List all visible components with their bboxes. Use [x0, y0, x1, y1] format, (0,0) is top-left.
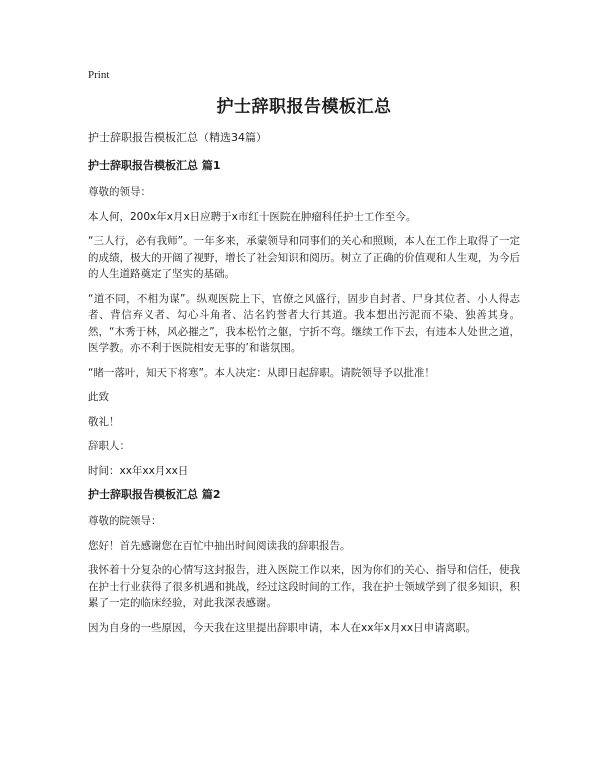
date-line: 时间：xx年xx月xx日: [88, 464, 189, 477]
signature-line: 辞职人：: [88, 440, 130, 452]
section-1: [88, 158, 520, 479]
paragraph: “道不同，不相为谋”。纵观医院上下，官僚之风盛行，固步自封者、尸身其位者、小人得志者、背信弃义者、勾心斗角者、沽名钓誉者大行其道。我本想出污泥而不染、独善其身。然，“木秀于林，风必摧之”，我本松竹之躯，宁折不弯。继续工作下去，有违本人处世之道，医学教。亦不利于医院相安无事的’和谐氛围。: [88, 292, 520, 354]
page-title: 护士辞职报告模板汇总: [216, 97, 392, 117]
print-label[interactable]: Print: [88, 69, 110, 81]
paragraph: “三人行，必有我师”。一年多来，承蒙领导和同事们的关心和照顾，本人在工作上取得了一定的成绩，极大的开阔了视野，增长了社会知识和阅历。树立了正确的价值观和人生观，为今后的人生道路奠定了坚实的基础。: [88, 235, 520, 280]
paragraph: 本人何，200x年x月x日应聘于x市红十医院在肿瘤科任护士工作至今。: [88, 210, 417, 223]
section-2: [88, 487, 520, 636]
section-heading: 护士辞职报告模板汇总 篇1: [88, 159, 221, 172]
paragraph: 因为自身的一些原因，今天我在这里提出辞职申请，本人在xx年x月xx日申请离职。: [88, 621, 477, 634]
document-page: [88, 68, 520, 644]
paragraph: “睹一落叶，知天下将寒”。本人决定：从即日起辞职。请院领导予以批准！: [88, 366, 435, 379]
document-subtitle: 护士辞职报告模板汇总（精选34篇）: [88, 131, 267, 144]
closing-line: 敬礼！: [88, 415, 120, 428]
salutation: 尊敬的领导：: [88, 186, 151, 198]
paragraph: 我怀着十分复杂的心情写这封报告，进入医院工作以来，因为你们的关心、指导和信任，使我在护士行业获得了很多机遇和挑战，经过这段时间的工作，我在护士领域学到了很多知识，积累了一定的临床经验，对此我深表感谢。: [88, 564, 520, 609]
closing-line: 此致: [88, 391, 109, 403]
section-heading: 护士辞职报告模板汇总 篇2: [88, 488, 221, 501]
salutation: 尊敬的院领导：: [88, 515, 162, 527]
paragraph: 您好！首先感谢您在百忙中抽出时间阅读我的辞职报告。: [88, 539, 351, 552]
